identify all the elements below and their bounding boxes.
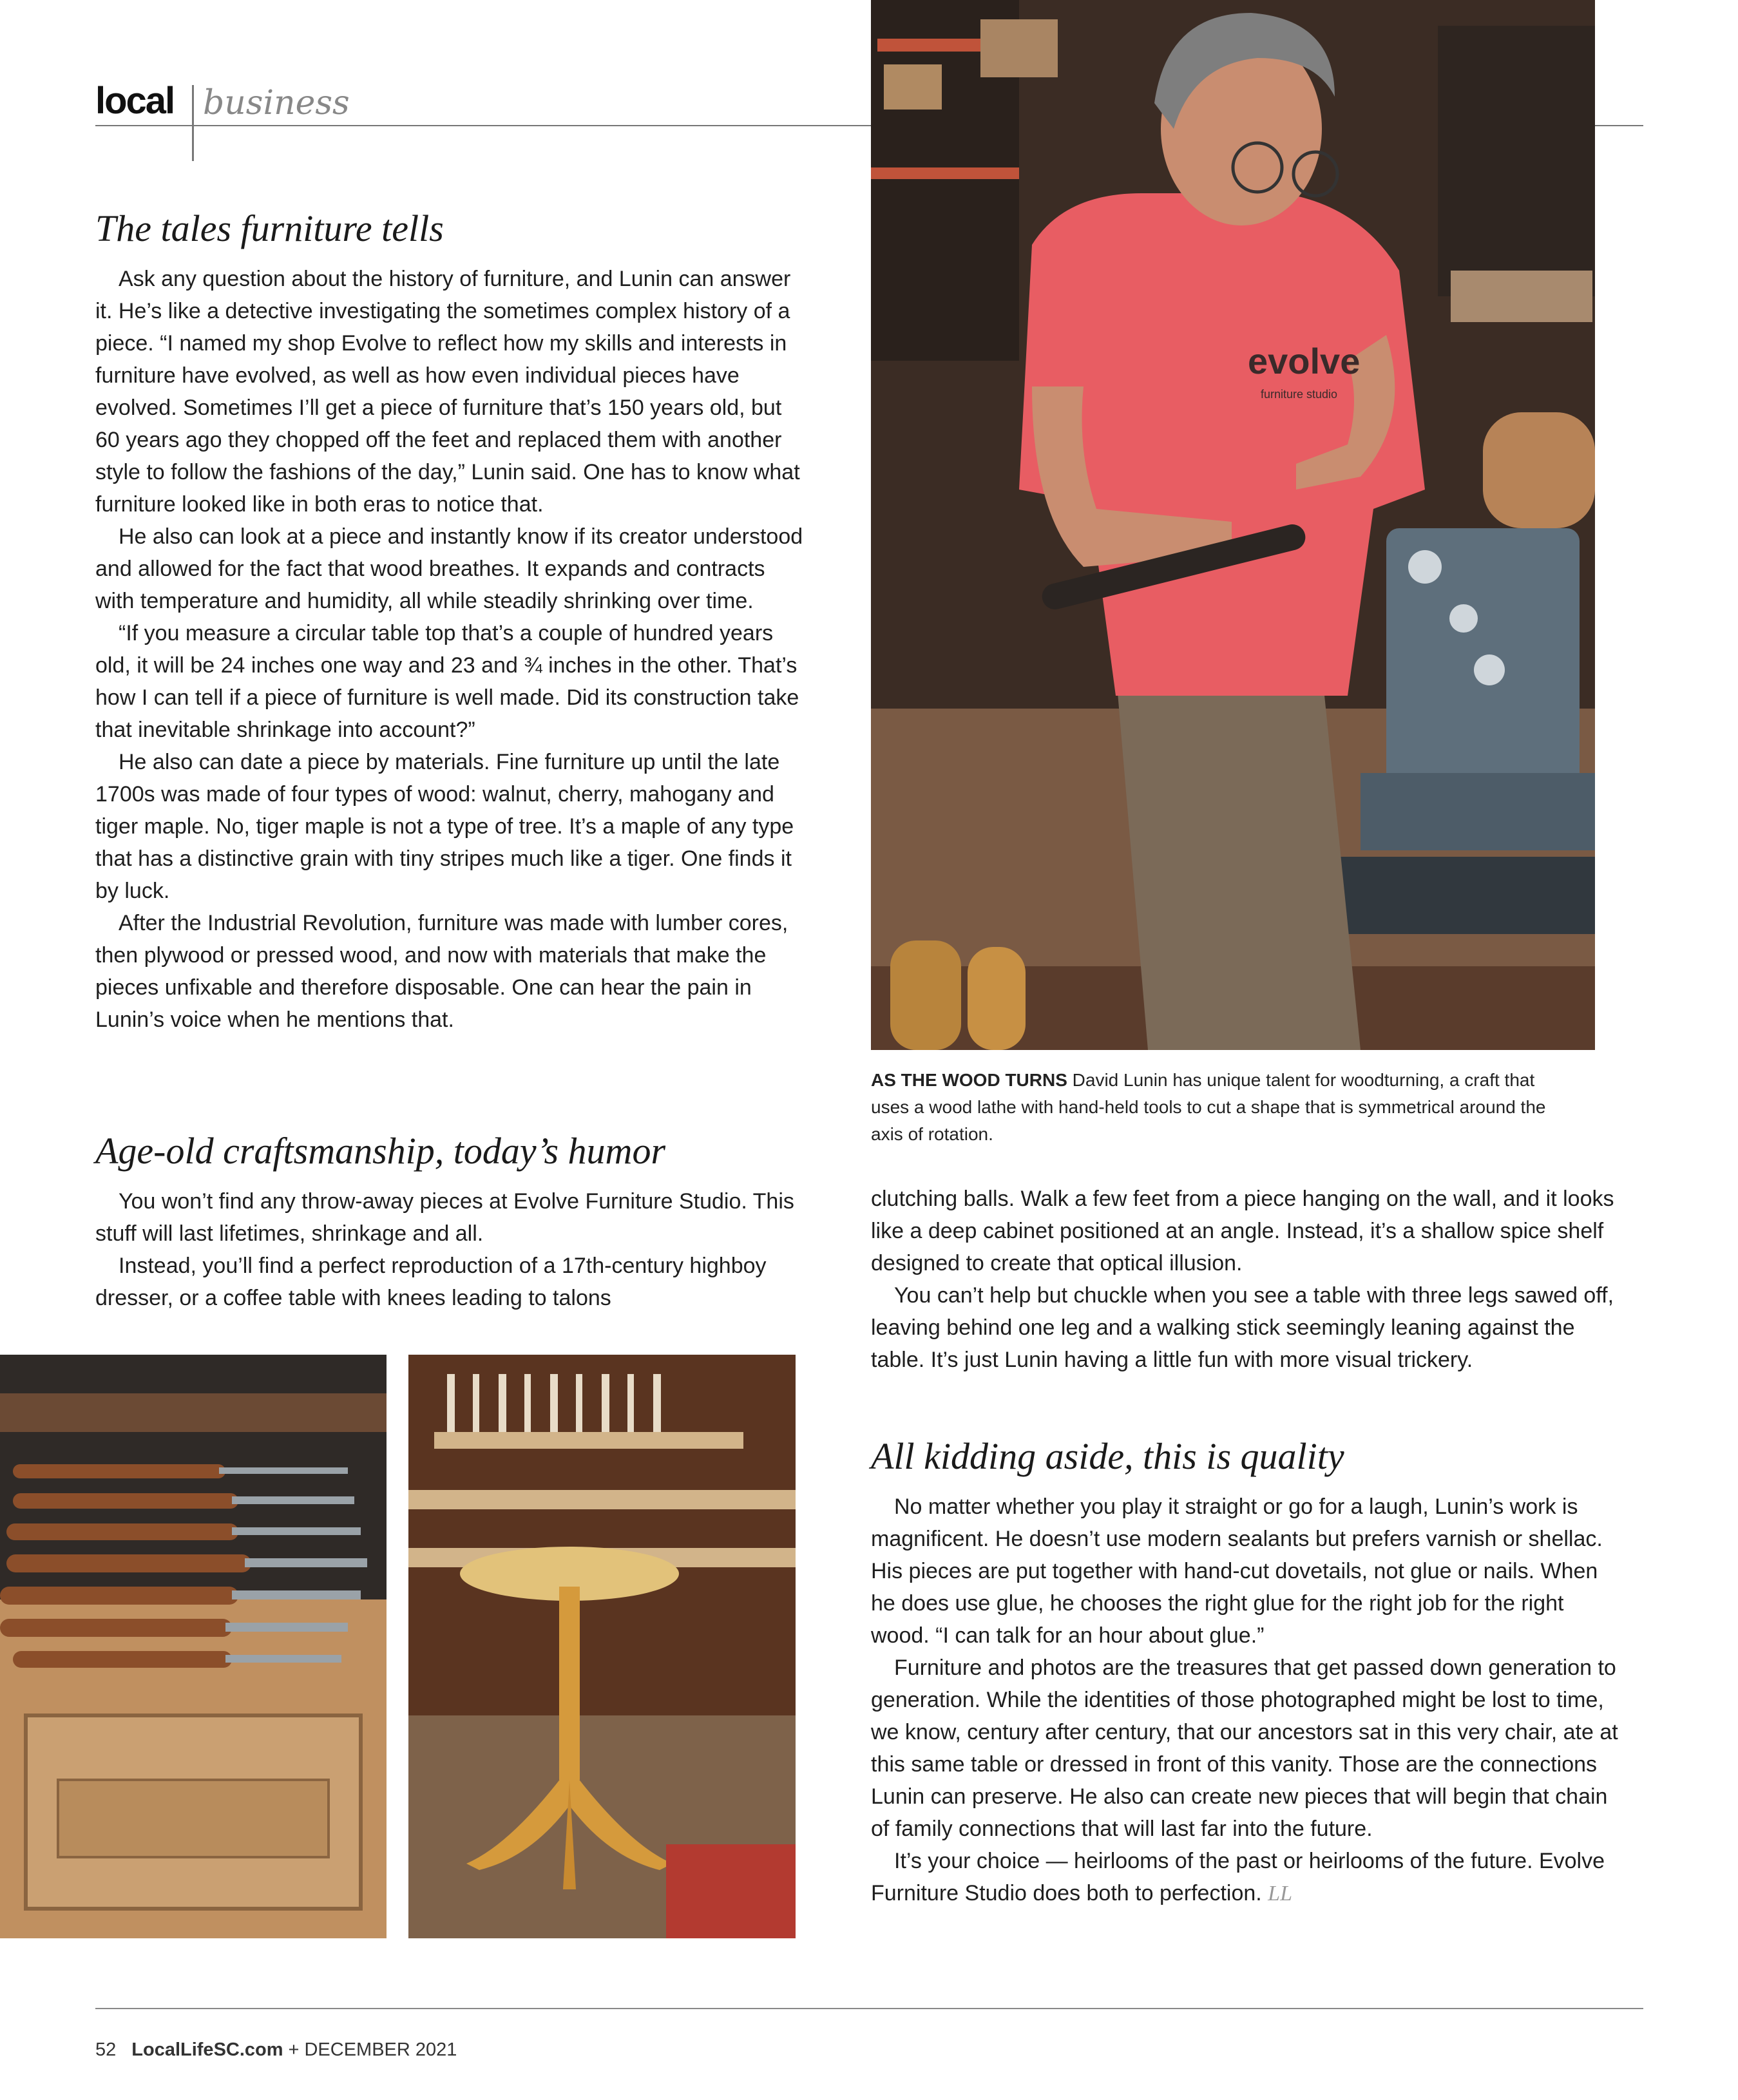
section-heading: Age-old craftsmanship, today’s humor [95, 1130, 666, 1172]
body-paragraph: Furniture and photos are the treasures that get passed down generation to generation. While the identities of those photographed might be lost to time, we know, century after century, that our ancestors sat in this very chair, ate at this same table or dressed in front of this vanity. Those are the connections Lunin can preserve. He also can create new pieces that will begin that chain of family connections that will last far into the future. [871, 1656, 1618, 1841]
brand-divider [192, 85, 194, 161]
article-section-quality [871, 1434, 1618, 1910]
article-section-tales [95, 206, 804, 1036]
body-paragraph: You can’t help but chuckle when you see a table with three legs sawed off, leaving behind one leg and a walking stick seemingly leaning against the table. It’s just Lunin having a little fun with more visual trickery. [871, 1283, 1614, 1372]
shirt-logo-subtext: furniture studio [1261, 388, 1338, 401]
body-paragraph: You won’t find any throw-away pieces at Evolve Furniture Studio. This stuff will last lifetimes, shrinkage and all. [95, 1189, 794, 1246]
caption-text: David Lunin has unique talent for woodturning, a craft that uses a wood lathe with hand-held tools to cut a shape that is symmetrical around the axis of rotation. [871, 1070, 1546, 1144]
photo-caption [871, 1067, 1567, 1148]
page-footer [95, 2041, 457, 2059]
turning-tools-illustration [0, 1355, 387, 1938]
body-paragraph: After the Industrial Revolution, furniture was made with lumber cores, then plywood or pressed wood, and now with materials that make the pieces unfixable and therefore disposable. One can hear the pain in Lunin’s voice when he mentions that. [95, 911, 788, 1032]
footer-rule [95, 2008, 1643, 2009]
body-paragraph: He also can look at a piece and instantly know if its creator understood and allowed for the fact that wood breathes. It expands and contracts with temperature and humidity, all while steadily shrinking over time. [95, 524, 803, 613]
body-paragraph: Instead, you’ll find a perfect reproduction of a 17th-century highboy dresser, or a coffee table with knees leading to talons [95, 1254, 767, 1310]
body-paragraph: “If you measure a circular table top that’s a couple of hundred years old, it will be 24 inches one way and 23 and ¾ inches in the other. That’s how I can tell if a piece of furniture is well made. Did its construction take that inevitable shrinkage into account?” [95, 621, 799, 742]
issue-date: DECEMBER 2021 [304, 2039, 457, 2060]
closing-text: It’s your choice — heirlooms of the past or heirlooms of the future. Evolve Furniture Studio does both to perfection. [871, 1849, 1605, 1905]
article-section-craftsmanship [95, 1129, 804, 1314]
photo-woodturner [871, 0, 1595, 1050]
shirt-logo-text: evolve [1248, 341, 1361, 381]
caption-lead: AS THE WOOD TURNS [871, 1070, 1067, 1090]
section-heading: The tales furniture tells [95, 207, 444, 249]
site-name: LocalLifeSC.com [131, 2039, 283, 2060]
body-paragraph: clutching balls. Walk a few feet from a piece hanging on the wall, and it looks like a deep cabinet positioned at an angle. Instead, it’s a shallow spice shelf designed to create that optical illusion. [871, 1187, 1614, 1275]
photo-turning-tools [0, 1355, 387, 1938]
photo-tiger-maple-stand [408, 1355, 796, 1938]
body-paragraph: No matter whether you play it straight or go for a laugh, Lunin’s work is magnificent. He doesn’t use modern sealants but prefers varnish or shellac. His pieces are put together with hand-cut dovetails, not glue or nails. When he does use glue, he chooses the right glue for the right job for the right wood. “I can talk for an hour about glue.” [871, 1494, 1603, 1648]
section-label: business [203, 84, 350, 122]
brand-logo: local [95, 80, 175, 122]
body-paragraph [871, 1845, 1618, 1910]
body-paragraph: Ask any question about the history of furniture, and Lunin can answer it. He’s like a detective investigating the sometimes complex history of a piece. “I named my shop Evolve to reflect how my skills and interests in furniture have evolved, as well as how even individual pieces have evolved. Sometimes I’ll get a piece of furniture that’s 150 years old, but 60 years ago they chopped off the feet and replaced them with another style to follow the fashions of the day,” Lunin said. One has to know what furniture looked like in both eras to notice that. [95, 267, 800, 517]
end-mark: LL [1268, 1882, 1292, 1905]
article-section-craftsmanship-cont [871, 1183, 1618, 1376]
woodturner-illustration [871, 0, 1595, 1050]
stand-illustration [408, 1355, 796, 1938]
body-paragraph: He also can date a piece by materials. Fine furniture up until the late 1700s was made of four types of wood: walnut, cherry, mahogany and tiger maple. No, tiger maple is not a type of tree. It’s a maple of any type that has a distinctive grain with tiny stripes much like a tiger. One finds it by luck. [95, 750, 794, 903]
section-heading: All kidding aside, this is quality [871, 1435, 1344, 1477]
page-number: 52 [95, 2039, 117, 2060]
footer-separator: + [288, 2039, 300, 2060]
